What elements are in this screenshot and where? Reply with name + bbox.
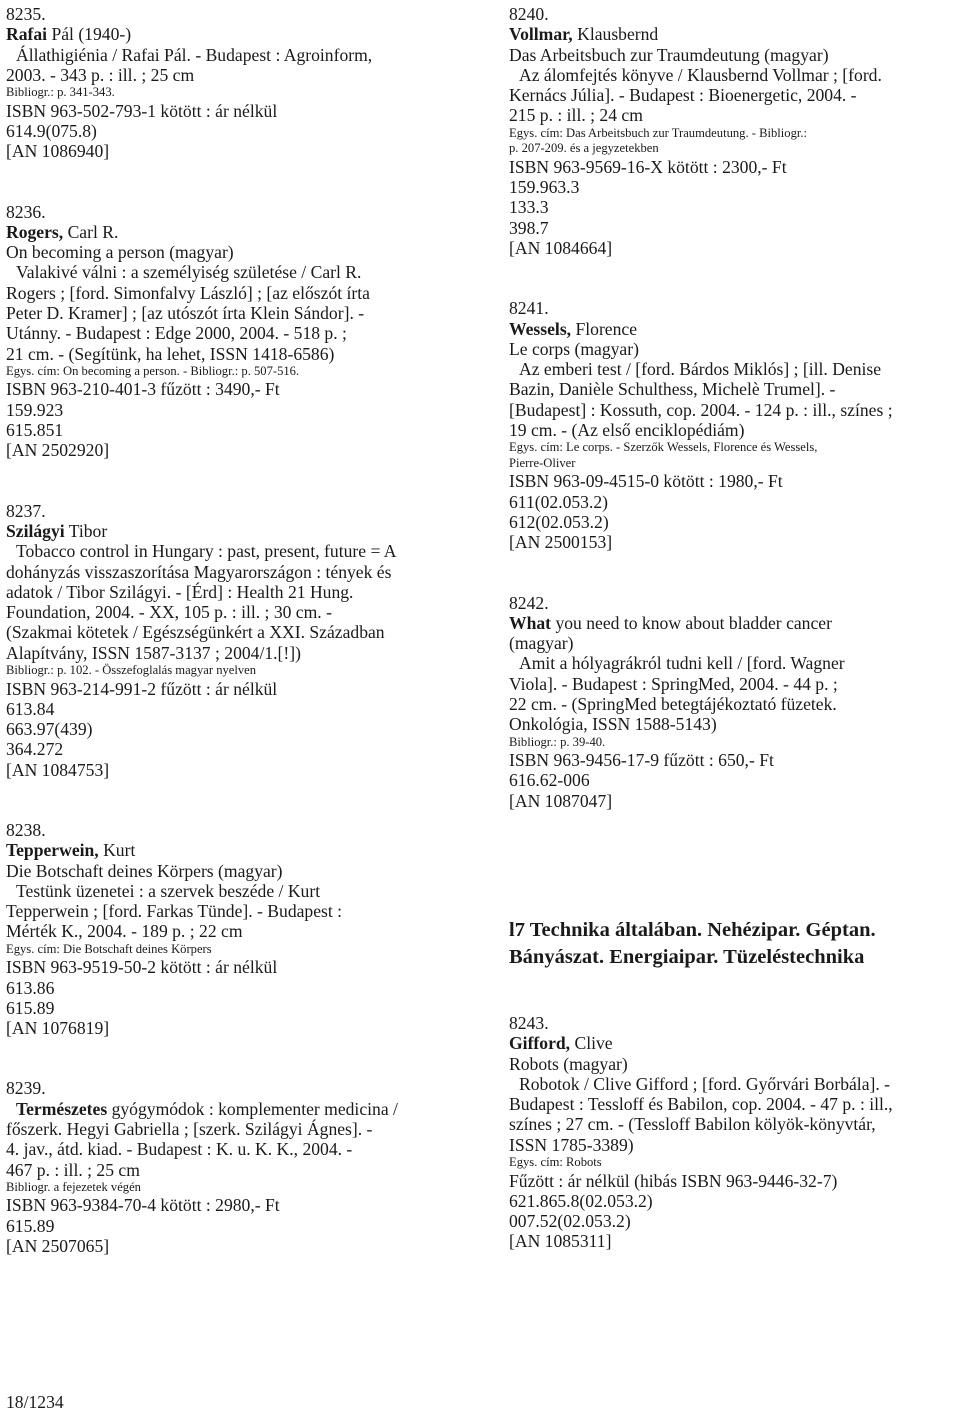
entry-original-title: Robots (magyar) — [509, 1053, 628, 1074]
entry-text-line: 19 cm. - (Az első enciklopédiám) — [509, 420, 745, 441]
entry-number: 8241. — [509, 298, 549, 319]
entry-8239 — [6, 1078, 486, 1256]
entry-text-line: (magyar) — [509, 633, 574, 654]
entry-text-line: 467 p. : ill. ; 25 cm — [6, 1159, 140, 1180]
entry-8241 — [509, 298, 959, 552]
entry-number: 8239. — [6, 1078, 46, 1099]
entry-original-title: Le corps (magyar) — [509, 338, 639, 359]
entry-text-line: 21 cm. - (Segítünk, ha lehet, ISSN 1418-6586) — [6, 343, 335, 364]
entry-classification: 663.97(439) — [6, 719, 93, 740]
entry-title-keyword-line — [509, 613, 959, 633]
entry-author — [509, 319, 959, 339]
entry-original-title: Die Botschaft deines Körpers (magyar) — [6, 860, 283, 881]
entry-number: 8242. — [509, 592, 549, 613]
entry-isbn: ISBN 963-502-793-1 kötött : ár nélkül — [6, 100, 278, 121]
entry-classification: 159.923 — [6, 399, 64, 420]
author-surname: Wessels, — [509, 318, 572, 339]
entry-isbn: ISBN 963-210-401-3 fűzött : 3490,- Ft — [6, 379, 280, 400]
entry-isbn: ISBN 963-9569-16-X kötött : 2300,- Ft — [509, 156, 787, 177]
entry-note: Egys. cím: On becoming a person. - Bibliogr.: p. 507-516. — [6, 363, 300, 378]
entry-text-line: Kernács Júlia]. - Budapest : Bioenergetic, 2004. - — [509, 85, 857, 106]
author-surname: Rogers, — [6, 221, 64, 242]
title-rest: you need to know about bladder cancer — [551, 612, 832, 633]
entry-text-line: 215 p. : ill. ; 24 cm — [509, 105, 643, 126]
entry-text-line: Bazin, Danièle Schulthess, Michelè Trumel]. - — [509, 379, 836, 400]
entry-classification: 007.52(02.053.2) — [509, 1211, 631, 1232]
entry-an: [AN 1085311] — [509, 1231, 612, 1252]
entry-isbn: ISBN 963-9456-17-9 fűzött : 650,- Ft — [509, 750, 774, 771]
entry-author — [6, 222, 486, 242]
entry-an: [AN 2507065] — [6, 1236, 110, 1257]
entry-title: Állathigiénia / Rafai Pál. - Budapest : Agroinform, — [16, 44, 373, 65]
entry-text-line: Onkológia, ISSN 1588-5143) — [509, 714, 717, 735]
entry-text-line: adatok / Tibor Szilágyi. - [Érd] : Health 21 Hung. — [6, 581, 354, 602]
entry-8237 — [6, 501, 486, 780]
entry-original-title: On becoming a person (magyar) — [6, 242, 234, 263]
entry-text-line: (Szakmai kötetek / Egészségünkért a XXI. Században — [6, 622, 385, 643]
author-surname: Tepperwein, — [6, 840, 99, 861]
entry-note: Egys. cím: Robots — [509, 1155, 602, 1170]
entry-classification: 398.7 — [509, 217, 549, 238]
entry-title: Robotok / Clive Gifford ; [ford. Győrvári Borbála]. - — [519, 1073, 891, 1094]
right-column — [509, 4, 959, 1252]
entry-classification: 133.3 — [509, 197, 549, 218]
entry-text-line: Budapest : Tessloff és Babilon, cop. 2004. - 47 p. : ill., — [509, 1094, 893, 1115]
entry-classification: 611(02.053.2) — [509, 491, 609, 512]
left-column — [6, 4, 486, 1256]
entry-title — [6, 1099, 486, 1119]
entry-number: 8237. — [6, 500, 46, 521]
entry-note: Egys. cím: Die Botschaft deines Körpers — [6, 941, 212, 956]
entry-classification: 616.62-006 — [509, 770, 590, 791]
entry-8243 — [509, 1013, 959, 1252]
entry-text-line: főszerk. Hegyi Gabriella ; [szerk. Szilágyi Ágnes]. - — [6, 1119, 373, 1140]
entry-classification: 615.89 — [6, 1215, 55, 1236]
author-surname: Gifford, — [509, 1033, 571, 1054]
entry-author — [509, 24, 959, 44]
entry-number: 8235. — [6, 4, 46, 24]
entry-note: Bibliogr.: p. 341-343. — [6, 85, 115, 100]
entry-text-line: Viola]. - Budapest : SpringMed, 2004. - 44 p. ; — [509, 673, 838, 694]
section-heading-line: Bányászat. Energiaipar. Tüzeléstechnika — [509, 945, 865, 968]
entry-text-line: színes ; 27 cm. - (Tessloff Babilon kölyök-könyvtár, — [509, 1114, 876, 1135]
entry-author — [6, 840, 486, 860]
entry-classification: 612(02.053.2) — [509, 511, 609, 532]
entry-text-line: 4. jav., átd. kiad. - Budapest : K. u. K. K., 2004. - — [6, 1139, 353, 1160]
entry-8240 — [509, 4, 959, 258]
entry-author — [509, 1033, 959, 1053]
entry-original-title: Das Arbeitsbuch zur Traumdeutung (magyar) — [509, 44, 829, 65]
entry-number: 8243. — [509, 1013, 549, 1033]
entry-note: Egys. cím: Das Arbeitsbuch zur Traumdeutung. - Bibliogr.: — [509, 125, 808, 140]
entry-8235 — [6, 4, 486, 162]
entry-an: [AN 1084664] — [509, 237, 613, 258]
entry-text-line: Foundation, 2004. - XX, 105 p. : ill. ; 30 cm. - — [6, 602, 332, 623]
entry-isbn: ISBN 963-9519-50-2 kötött : ár nélkül — [6, 957, 278, 978]
author-given: Clive — [570, 1033, 613, 1054]
entry-text-line: Mérték K., 2004. - 189 p. ; 22 cm — [6, 921, 243, 942]
entry-classification: 613.86 — [6, 977, 55, 998]
entry-8238 — [6, 820, 486, 1038]
entry-text-line: Utánny. - Budapest : Edge 2000, 2004. - 518 p. ; — [6, 323, 347, 344]
entry-author — [6, 521, 486, 541]
entry-text-line: [Budapest] : Kossuth, cop. 2004. - 124 p. : ill., színes ; — [509, 399, 893, 420]
entry-an: [AN 2500153] — [509, 532, 613, 553]
author-surname: Vollmar, — [509, 24, 573, 45]
entry-note: Egys. cím: Le corps. - Szerzők Wessels, Florence és Wessels, — [509, 440, 818, 455]
entry-8242 — [509, 593, 959, 811]
entry-isbn: Fűzött : ár nélkül (hibás ISBN 963-9446-32-7) — [509, 1170, 838, 1191]
entry-an: [AN 1076819] — [6, 1018, 110, 1039]
entry-note: Bibliogr. a fejezetek végén — [6, 1179, 141, 1194]
author-given: Carl R. — [63, 221, 119, 242]
entry-text-line: ISSN 1785-3389) — [509, 1134, 634, 1155]
entry-note: Bibliogr.: p. 39-40. — [509, 734, 606, 749]
entry-note: p. 207-209. és a jegyzetekben — [509, 141, 659, 156]
entry-classification: 621.865.8(02.053.2) — [509, 1190, 653, 1211]
author-given: Florence — [571, 318, 638, 339]
entry-isbn: ISBN 963-09-4515-0 kötött : 1980,- Ft — [509, 471, 783, 492]
entry-number: 8236. — [6, 201, 46, 222]
entry-an: [AN 1084753] — [6, 759, 110, 780]
entry-text-line: Tepperwein ; [ford. Farkas Tünde]. - Budapest : — [6, 901, 343, 922]
section-heading-line: l7 Technika általában. Nehézipar. Géptan. — [509, 919, 876, 941]
entry-note: Bibliogr.: p. 102. - Összefoglalás magyar nyelven — [6, 663, 257, 678]
entry-title: Tobacco control in Hungary : past, present, future = A — [16, 541, 397, 562]
author-surname: Szilágyi — [6, 520, 65, 541]
entry-title: Az álomfejtés könyve / Klausbernd Vollmar ; [ford. — [519, 64, 882, 85]
entry-text-line: Rogers ; [ford. Simonfalvy László] ; [az előszót írta — [6, 282, 370, 303]
author-given: Pál (1940-) — [47, 24, 132, 45]
entry-text-line: dohányzás visszaszorítása Magyarországon : tények és — [6, 561, 392, 582]
title-keyword: Természetes — [16, 1098, 108, 1119]
page-number: 18/1234 — [6, 1392, 64, 1412]
entry-classification: 615.851 — [6, 420, 64, 441]
author-given: Klausbernd — [572, 24, 659, 45]
entry-number: 8240. — [509, 4, 549, 24]
entry-classification: 613.84 — [6, 698, 55, 719]
author-given: Kurt — [98, 840, 136, 861]
entry-title: Testünk üzenetei : a szervek beszéde / Kurt — [16, 880, 321, 901]
entry-an: [AN 2502920] — [6, 440, 110, 461]
entry-publication: 2003. - 343 p. : ill. ; 25 cm — [6, 64, 195, 85]
entry-an: [AN 1086940] — [6, 141, 110, 162]
entry-classification: 614.9(075.8) — [6, 120, 97, 141]
entry-classification: 615.89 — [6, 997, 55, 1018]
entry-isbn: ISBN 963-214-991-2 fűzött : ár nélkül — [6, 678, 278, 699]
entry-title: Valakivé válni : a személyiség születése / Carl R. — [16, 262, 362, 283]
title-rest: gyógymódok : komplementer medicina / — [107, 1098, 398, 1119]
entry-title: Amit a hólyagrákról tudni kell / [ford. Wagner — [519, 653, 845, 674]
entry-text-line: 22 cm. - (SpringMed betegtájékoztató füzetek. — [509, 694, 837, 715]
entry-title: Az emberi test / [ford. Bárdos Miklós] ; [ill. Denise — [519, 359, 882, 380]
author-surname: Rafai — [6, 24, 48, 45]
entry-8236 — [6, 202, 486, 461]
entry-classification: 159.963.3 — [509, 177, 580, 198]
title-keyword: What — [509, 612, 552, 633]
entry-text-line: Alapítvány, ISSN 1587-3137 ; 2004/1.[!]) — [6, 642, 301, 663]
entry-number: 8238. — [6, 820, 46, 840]
entry-classification: 364.272 — [6, 739, 64, 760]
section-heading — [509, 917, 959, 970]
entry-note: Pierre-Oliver — [509, 455, 576, 470]
author-given: Tibor — [64, 520, 108, 541]
entry-isbn: ISBN 963-9384-70-4 kötött : 2980,- Ft — [6, 1195, 280, 1216]
entry-text-line: Peter D. Kramer] ; [az utószót írta Klein Sándor]. - — [6, 303, 365, 324]
entry-an: [AN 1087047] — [509, 790, 613, 811]
entry-author — [6, 24, 486, 44]
